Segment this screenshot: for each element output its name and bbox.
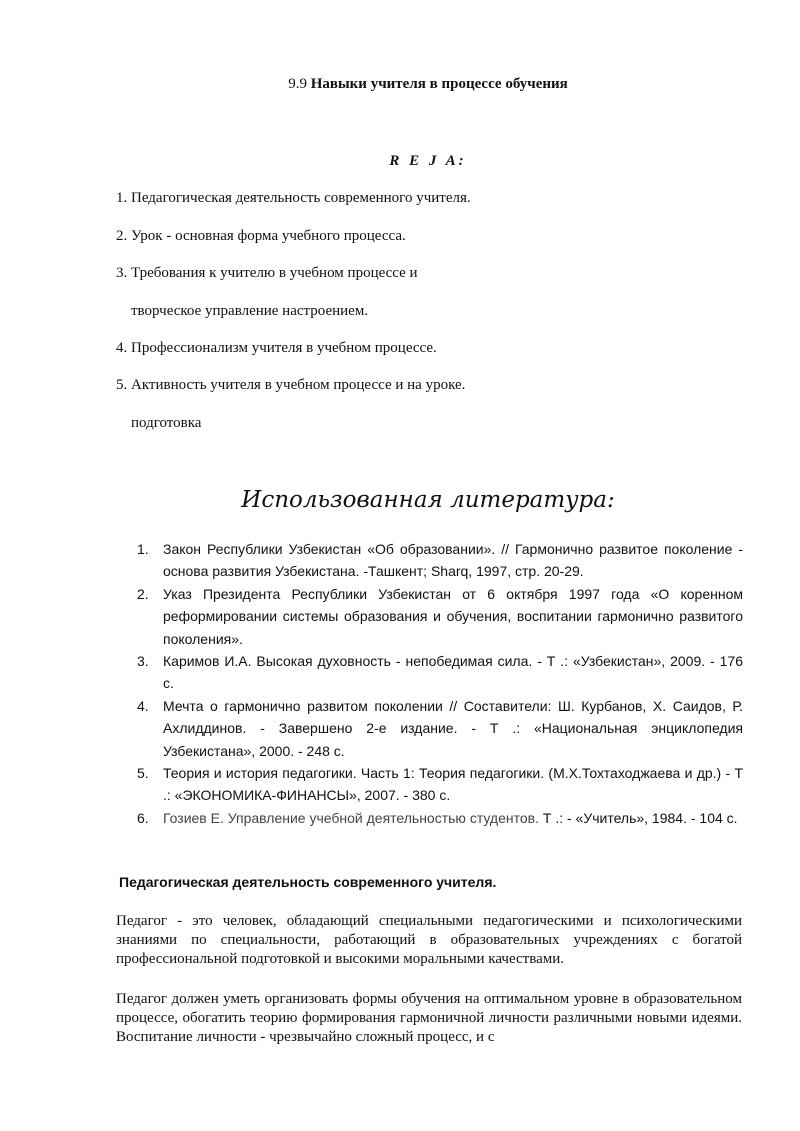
- literature-heading: Использованная литература:: [241, 487, 615, 513]
- reference-item: [137, 583, 743, 650]
- reference-list: [137, 538, 743, 829]
- plan-item: 2. Урок - основная форма учебного процесса.: [116, 228, 406, 244]
- title-number: 9.9: [288, 76, 307, 92]
- plan-item: 1. Педагогическая деятельность современного учителя.: [116, 190, 471, 206]
- reference-text-continued: Т .: - «Учитель», 1984. - 104 с.: [538, 809, 738, 826]
- plan-item: 5. Активность учителя в учебном процессе и на уроке.: [116, 377, 466, 393]
- reference-number: 1.: [137, 541, 149, 557]
- plan-item: 3. Требования к учителю в учебном процессе и: [116, 265, 418, 281]
- reference-item: [137, 807, 743, 829]
- plan-item: 4. Профессионализм учителя в учебном процессе.: [116, 340, 437, 356]
- reference-number: 6.: [137, 809, 149, 826]
- reference-number: 5.: [137, 765, 149, 782]
- plan-heading: R E J A:: [389, 153, 467, 169]
- title-text: Навыки учителя в процессе обучения: [310, 76, 568, 92]
- section-heading: Педагогическая деятельность современного учителя.: [119, 874, 497, 890]
- reference-text: Закон Республики Узбекистан «Об образовании». // Гармонично развитое поколение - основа развития Узбекистана. -Ташкент; Sharq, 1997, стр. 20-29.: [163, 541, 743, 580]
- reference-number: 3.: [137, 653, 149, 670]
- reference-text: Гозиев Е. Управление учебной деятельностью студентов.: [163, 809, 539, 826]
- reference-number: 2.: [137, 585, 149, 602]
- body-paragraph: Педагог - это человек, обладающий специальными педагогическими и психологическими знаниями по специальности, работающий в образовательных учреждениях с богатой профессиональной подготовкой и высокими моральными качествами.: [116, 913, 742, 967]
- reference-item: [137, 650, 743, 695]
- reference-text: Указ Президента Республики Узбекистан от 6 октября 1997 года «О коренном реформировании системы образования и обучения, воспитании гармонично развитого поколения».: [163, 585, 743, 647]
- reference-item: [137, 695, 743, 762]
- reference-item: [137, 538, 743, 583]
- reference-number: 4.: [137, 697, 149, 714]
- document-title: [0, 76, 800, 93]
- plan-item-continuation: подготовка: [131, 415, 202, 431]
- body-paragraph: Педагог должен уметь организовать формы обучения на оптимальном уровне в образовательном процессе, обогатить теорию формирования гармоничной личности различными новыми идеями. Воспитание личности - чрезвычайно сложный процесс, и с: [116, 991, 742, 1045]
- reference-text: Теория и история педагогики. Часть 1: Теория педагогики. (М.Х.Тохтаходжаева и др.) - Т .: «ЭКОНОМИКА-ФИНАНСЫ», 2007. - 380 с.: [163, 765, 743, 804]
- plan-item-continuation: творческое управление настроением.: [131, 303, 369, 319]
- reference-item: [137, 762, 743, 807]
- reference-text: Каримов И.А. Высокая духовность - непобедимая сила. - Т .: «Узбекистан», 2009. - 176 с.: [163, 653, 743, 692]
- reference-text: Мечта о гармонично развитом поколении // Составители: Ш. Курбанов, Х. Саидов, Р. Ахлиддинов. - Завершено 2-е издание. - Т .: «Национальная энциклопедия Узбекистана», 2000. - 248 с.: [163, 697, 743, 759]
